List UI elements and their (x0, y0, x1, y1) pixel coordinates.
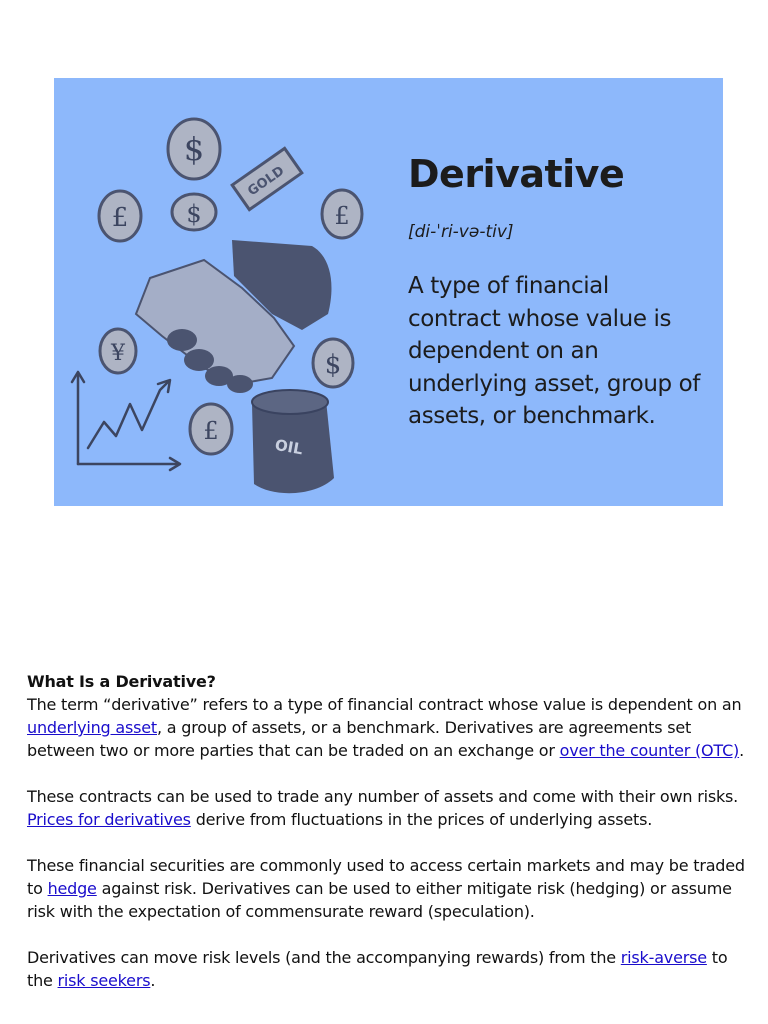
paragraph-text: . (739, 741, 744, 760)
paragraph-text: against risk. Derivatives can be used to either mitigate risk (hedging) or assume risk with the expectation of commensurate reward (speculation). (27, 879, 732, 921)
hero-definition: A type of financial contract whose value is dependent on an underlying asset, group of assets, or benchmark. (408, 273, 700, 429)
prices-for-derivatives-link[interactable]: Prices for derivatives (27, 810, 191, 829)
coin-icon (100, 329, 136, 373)
underlying-asset-link[interactable]: underlying asset (27, 718, 157, 737)
gold-bar-icon (232, 148, 302, 209)
paragraph-text: These contracts can be used to trade any number of assets and come with their own risks. (27, 787, 739, 806)
svg-text:$: $ (324, 350, 342, 380)
svg-text:OIL: OIL (273, 435, 305, 459)
article-body (27, 670, 747, 1015)
svg-text:GOLD: GOLD (245, 163, 288, 200)
svg-text:£: £ (334, 202, 350, 230)
oil-barrel-icon (252, 390, 334, 493)
article-heading: What Is a Derivative? (27, 672, 216, 691)
coin-icon (172, 194, 216, 230)
otc-link[interactable]: over the counter (OTC) (559, 741, 740, 760)
svg-text:$: $ (183, 130, 205, 168)
paragraph-1 (27, 693, 747, 762)
paragraph-text: , a group of assets, or a benchmark. Derivatives are agreements set between two or more parties that can be traded on an exchange or (27, 718, 692, 760)
paragraph-4 (27, 946, 747, 992)
hero-title: Derivative (408, 152, 625, 196)
hedge-link[interactable]: hedge (47, 879, 97, 898)
risk-averse-link[interactable]: risk-averse (620, 948, 707, 967)
paragraph-text: These financial securities are commonly used to access certain markets and may be traded to (27, 856, 745, 898)
hero-pronunciation: [di-ˈri-və-tiv] (408, 222, 514, 242)
handshake-icon (136, 240, 331, 393)
svg-text:£: £ (111, 203, 129, 233)
coin-icon (313, 339, 353, 387)
coin-icon (168, 119, 220, 179)
hero-illustration (54, 78, 723, 506)
coin-icon (322, 190, 362, 238)
coin-icon (99, 191, 141, 241)
paragraph-text: derive from fluctuations in the prices of underlying assets. (190, 810, 653, 829)
risk-seekers-link[interactable]: risk seekers (57, 971, 151, 990)
line-chart-icon (72, 372, 180, 470)
paragraph-text: . (150, 971, 156, 990)
svg-text:£: £ (203, 417, 219, 445)
svg-text:$: $ (186, 200, 202, 228)
paragraph-3 (27, 854, 747, 923)
paragraph-text: to the (27, 948, 728, 990)
paragraph-text: Derivatives can move risk levels (and the accompanying rewards) from the (27, 948, 621, 967)
svg-text:¥: ¥ (111, 341, 125, 366)
coin-icon (190, 404, 232, 454)
paragraph-text: The term “derivative” refers to a type of financial contract whose value is dependent on an (27, 695, 742, 714)
paragraph-2 (27, 785, 747, 831)
